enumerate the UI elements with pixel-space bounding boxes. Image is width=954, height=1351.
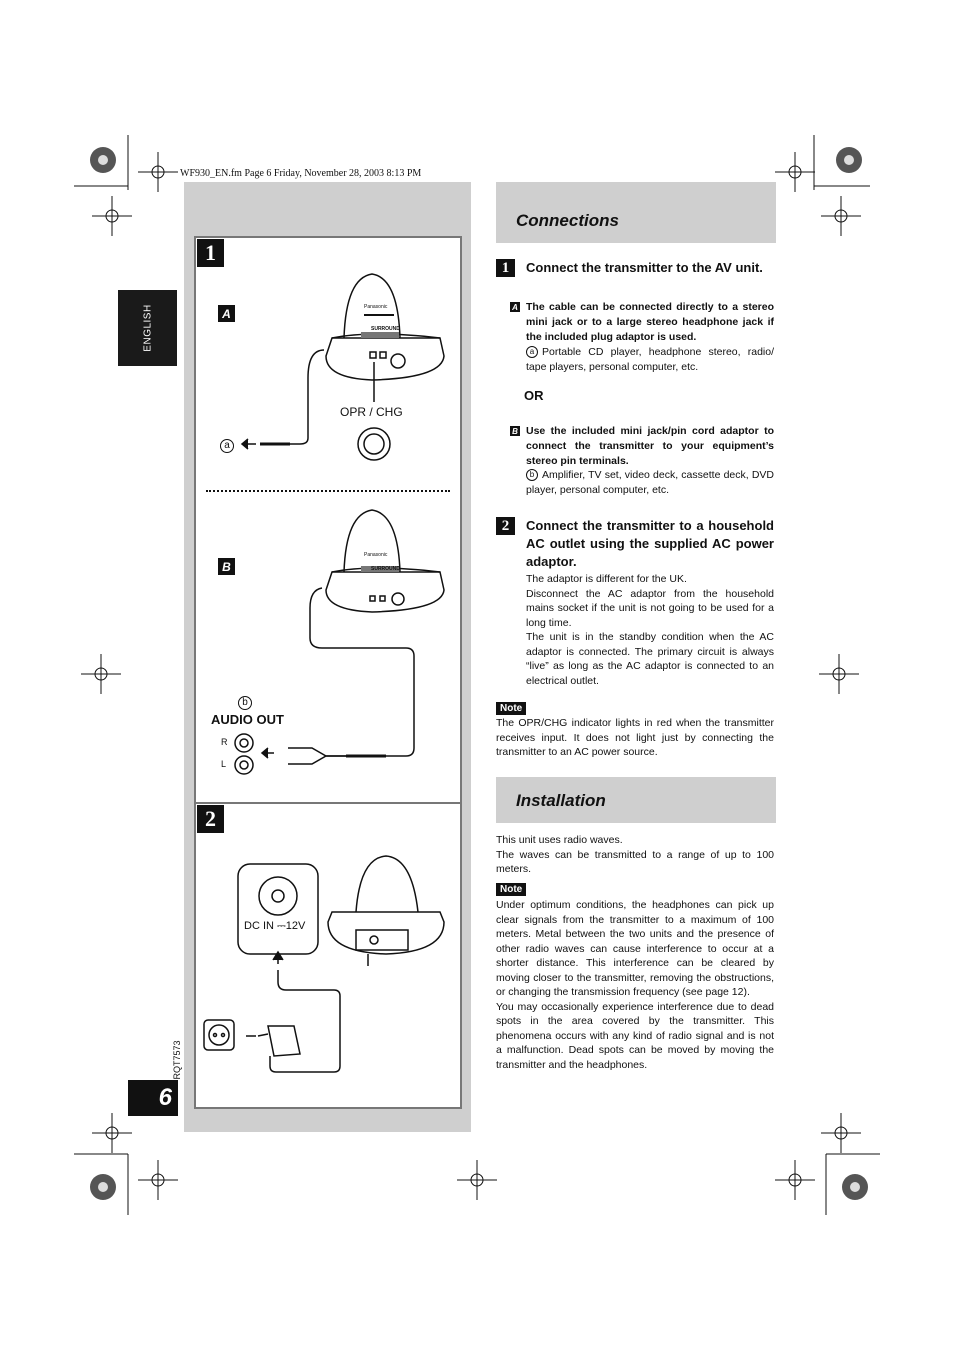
- installation-intro: [496, 833, 774, 877]
- step-2-title: Connect the transmitter to a household AC outlet using the supplied AC power adaptor.: [526, 518, 774, 569]
- marker-a: [220, 436, 238, 454]
- language-label: ENGLISH: [142, 304, 153, 352]
- or-label: OR: [524, 388, 544, 403]
- step-2-p1: The adaptor is different for the UK.: [526, 573, 687, 585]
- option-b-marker: b: [526, 469, 538, 481]
- surround-label-a: SURROUND: [371, 326, 400, 332]
- figure-1-section-a-badge: A: [218, 305, 235, 322]
- connections-header: [496, 182, 776, 243]
- option-a-marker: a: [526, 346, 538, 358]
- print-header: WF930_EN.fm Page 6 Friday, November 28, 2003 8:13 PM: [180, 168, 422, 179]
- dc-in-label: DC IN ⎓12V: [244, 920, 306, 932]
- model-code-text: RQT7573: [172, 1040, 182, 1080]
- audio-out-label: AUDIO OUT: [211, 712, 284, 727]
- marker-b-text: b: [238, 696, 252, 710]
- connections-note: The OPR/CHG indicator lights in red when the transmitter receives input. It does not light just by connecting the transmitter to an AC power source.: [496, 717, 774, 758]
- installation-note-2: You may occasionally experience interference due to dead spots in the area covered by the transmitter. This phenomena occurs with any kind of radio signal and is not a malfunction. Dead spots can be moved by moving the transmitter and the headphones.: [496, 1000, 774, 1071]
- installation-p1: This unit uses radio waves.: [496, 834, 623, 846]
- installation-note-badge: Note: [496, 883, 526, 896]
- option-a-devices: [526, 345, 774, 374]
- connections-note-badge: Note: [496, 702, 526, 715]
- option-a-badge: A: [510, 302, 520, 312]
- installation-title: Installation: [516, 791, 606, 810]
- option-b-badge: B: [510, 426, 520, 436]
- surround-label-b: SURROUND: [371, 566, 400, 572]
- marker-b: [238, 693, 256, 711]
- installation-note-1: Under optimum conditions, the headphones can pick up clear signals from the transmitter to a maximum of 100 meters. Metal between the two units and the presence of other radio waves can cause interference to occur at a shorter distance. This interference can be cleared by moving closer to the transmitter, removing the obstructions, or changing the transmission frequency (see page 12).: [496, 899, 774, 998]
- installation-p2: The waves can be transmitted to a range of up to 100 meters.: [496, 848, 774, 875]
- installation-header: [496, 777, 776, 823]
- option-b-devices-text: Amplifier, TV set, video deck, cassette deck, DVD player, personal computer, etc.: [526, 469, 774, 496]
- connections-title: Connections: [516, 211, 619, 230]
- step-2-p3: The unit is in the standby condition when the AC adaptor is connected. The primary circuit is always “live” as long as the AC adaptor is connected to an electrical outlet.: [526, 631, 774, 687]
- option-b-text: Use the included mini jack/pin cord adaptor to connect the transmitter to your equipment’s stereo pin terminals.: [526, 425, 774, 467]
- opr-chg-label: OPR / CHG: [340, 405, 403, 419]
- figure-1-step-badge: 1: [197, 239, 224, 267]
- marker-a-text: a: [220, 439, 234, 453]
- option-b-devices: [526, 468, 774, 497]
- figure-1-section-b-badge: B: [218, 558, 235, 575]
- brand-label-a: Panasonic: [364, 304, 388, 310]
- brand-label-b: Panasonic: [364, 552, 388, 558]
- channel-r-label: R: [221, 737, 228, 747]
- step-2-p2: Disconnect the AC adaptor from the household mains socket if the unit is not going to be used for a long time.: [526, 587, 774, 629]
- step-2-badge: 2: [496, 517, 515, 535]
- option-a-text: The cable can be connected directly to a stereo mini jack or to a large stereo headphone jack if the included plug adaptor is used.: [526, 301, 774, 343]
- page-number: 6: [128, 1080, 178, 1116]
- channel-l-label: L: [221, 759, 227, 769]
- language-tab: [118, 290, 177, 366]
- installation-note: [496, 898, 774, 1072]
- figure-2-step-badge: 2: [197, 805, 224, 833]
- option-a-devices-text: Portable CD player, headphone stereo, radio/ tape players, personal computer, etc.: [526, 346, 774, 373]
- step-2-body: [526, 572, 774, 688]
- step-1-title: Connect the transmitter to the AV unit.: [526, 260, 763, 275]
- section-divider: [206, 490, 450, 492]
- power-connection-illustration: [196, 804, 460, 1107]
- step-1-badge: 1: [496, 259, 515, 277]
